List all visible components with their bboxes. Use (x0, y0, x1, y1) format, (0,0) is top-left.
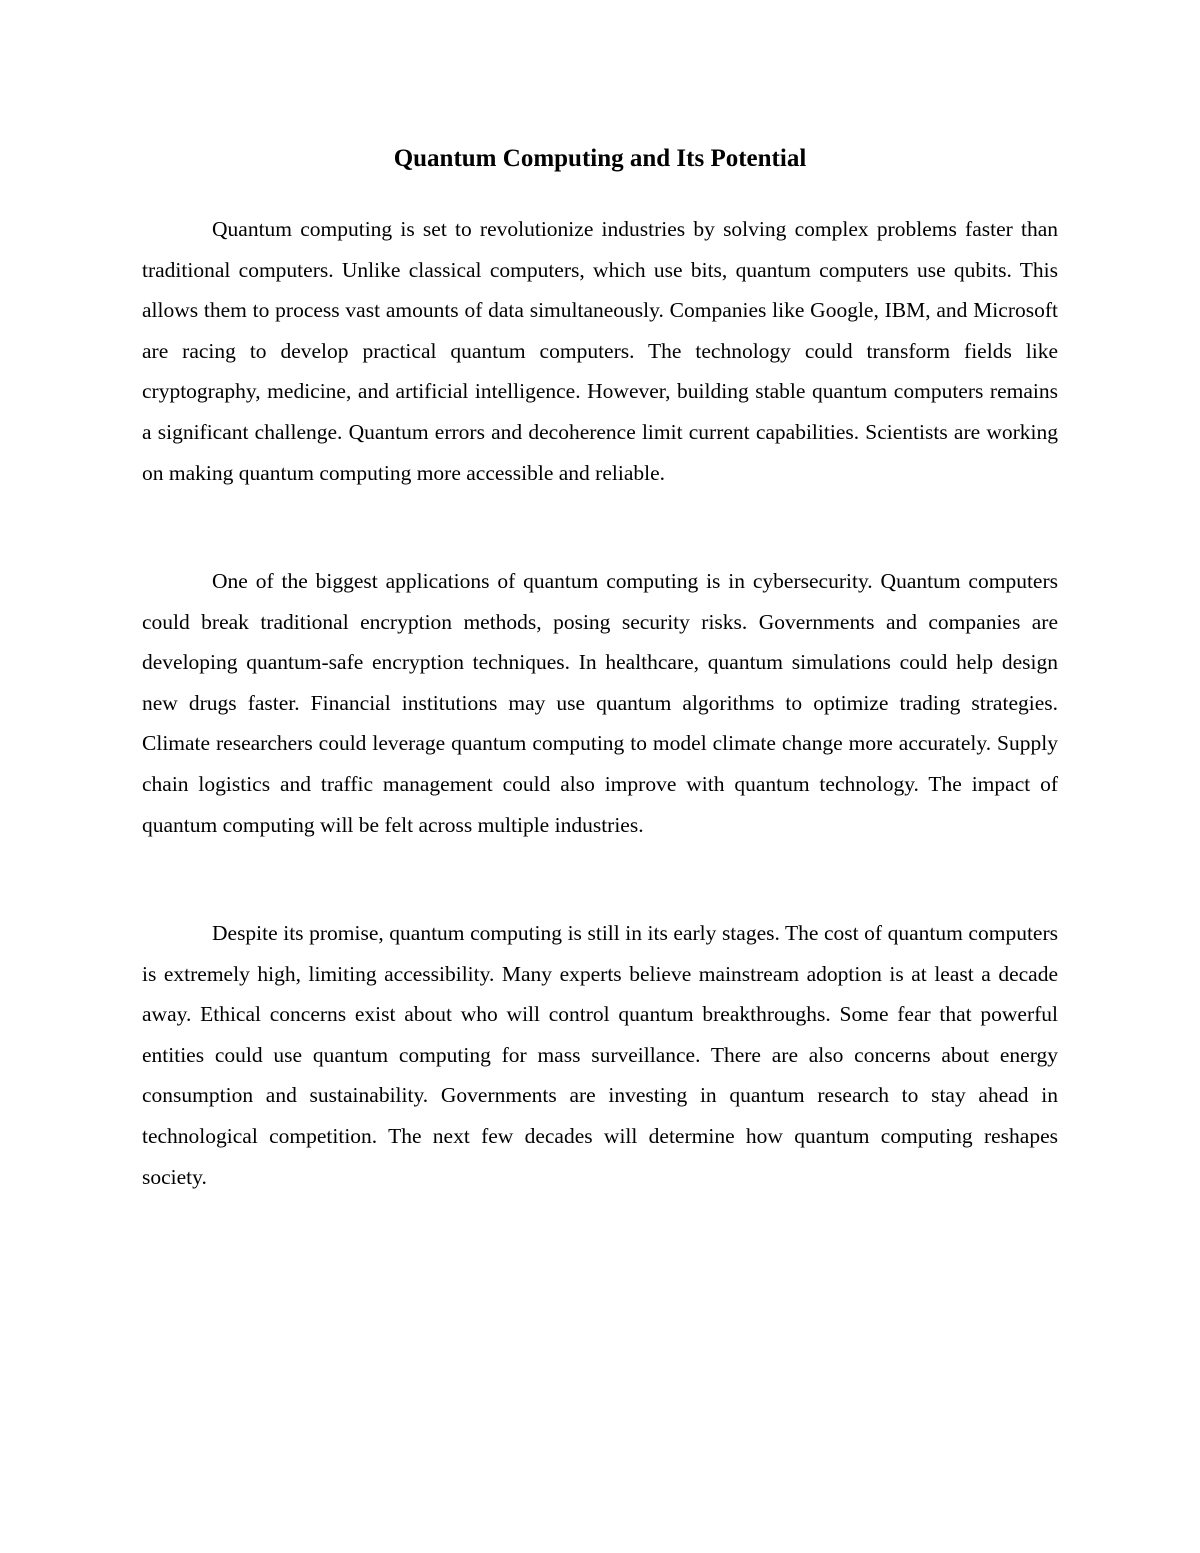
paragraph-challenges: Despite its promise, quantum computing is still in its early stages. The cost of quantum computers is extremely high, limiting accessibility. Many experts believe mainstream adoption is at least a decade away. Ethical concerns exist about who will control quantum breakthroughs. Some fear that powerful entities could use quantum computing for mass surveillance. There are also concerns about energy consumption and sustainability. Governments are investing in quantum research to stay ahead in technological competition. The next few decades will determine how quantum computing reshapes society. (142, 921, 1058, 1189)
paragraph-applications: One of the biggest applications of quantum computing is in cybersecurity. Quantum computers could break traditional encryption methods, posing security risks. Governments and companies are developing quantum-safe encryption techniques. In healthcare, quantum simulations could help design new drugs faster. Financial institutions may use quantum algorithms to optimize trading strategies. Climate researchers could leverage quantum computing to model climate change more accurately. Supply chain logistics and traffic management could also improve with quantum technology. The impact of quantum computing will be felt across multiple industries. (142, 569, 1058, 837)
paragraph-intro: Quantum computing is set to revolutionize industries by solving complex problems faster than traditional computers. Unlike classical computers, which use bits, quantum computers use qubits. This allows them to process vast amounts of data simultaneously. Companies like Google, IBM, and Microsoft are racing to develop practical quantum computers. The technology could transform fields like cryptography, medicine, and artificial intelligence. However, building stable quantum computers remains a significant challenge. Quantum errors and decoherence limit current capabilities. Scientists are working on making quantum computing more accessible and reliable. (142, 217, 1058, 485)
document-title: Quantum Computing and Its Potential (393, 145, 807, 172)
